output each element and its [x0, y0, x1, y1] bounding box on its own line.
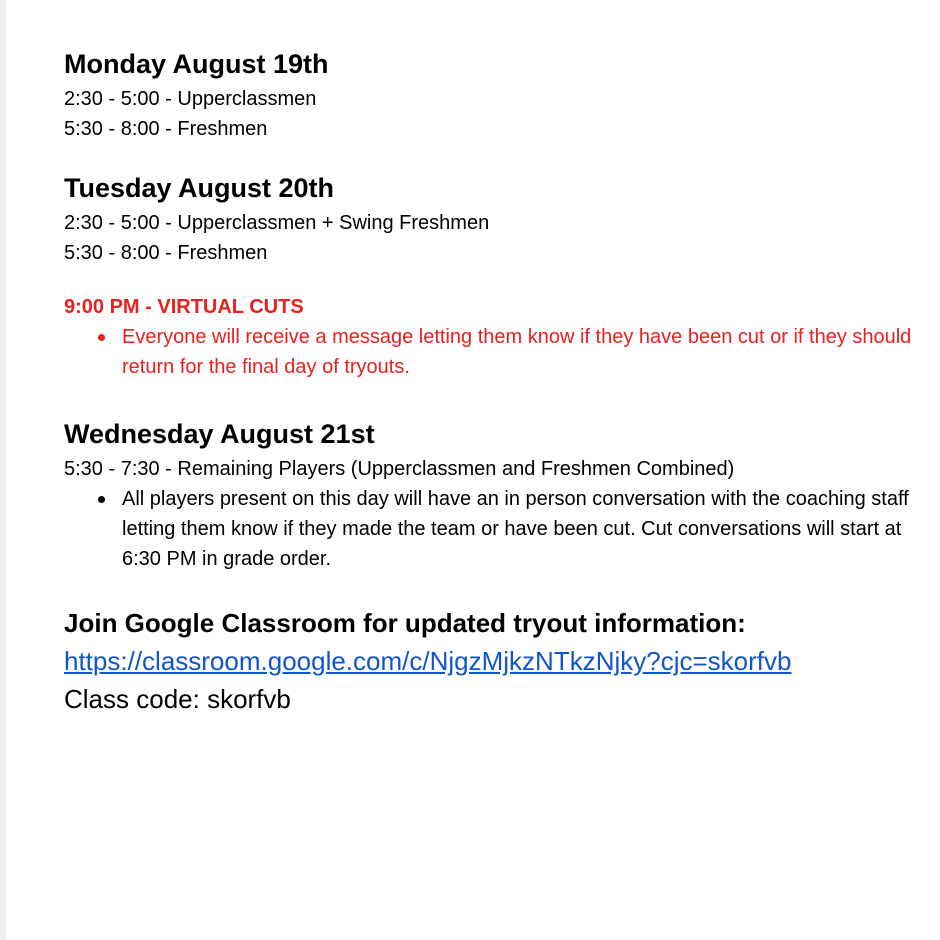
spacer	[64, 268, 924, 292]
document-page	[6, 0, 940, 940]
classroom-link[interactable]: https://classroom.google.com/c/NjgzMjkzNTkzNjky?cjc=skorfvb	[64, 646, 792, 676]
list-item	[64, 322, 924, 382]
tuesday-heading: Tuesday August 20th	[64, 173, 335, 203]
spacer	[64, 144, 924, 168]
virtual-cuts-note: Everyone will receive a message letting them know if they have been cut or if they should return for the final day of tryouts.	[122, 326, 912, 378]
list-item	[64, 484, 924, 574]
monday-heading: Monday August 19th	[64, 49, 329, 79]
document-body	[64, 44, 924, 718]
tuesday-session-2: 5:30 - 8:00 - Freshmen	[64, 242, 268, 264]
virtual-cuts-heading: 9:00 PM - VIRTUAL CUTS	[64, 296, 304, 318]
wednesday-note: All players present on this day will have an in person conversation with the coaching staff letting them know if they made the team or have been cut. Cut conversations will start at 6:30 PM in grade order.	[122, 488, 909, 570]
tuesday-session-1: 2:30 - 5:00 - Upperclassmen + Swing Freshmen	[64, 212, 490, 234]
virtual-cuts-list	[64, 322, 924, 382]
bullet-icon	[98, 334, 105, 341]
bullet-icon	[98, 496, 105, 503]
spacer	[64, 382, 924, 414]
spacer	[64, 574, 924, 604]
class-code: Class code: skorfvb	[64, 684, 291, 714]
monday-session-2: 5:30 - 8:00 - Freshmen	[64, 118, 268, 140]
wednesday-heading: Wednesday August 21st	[64, 419, 375, 449]
wednesday-list	[64, 484, 924, 574]
classroom-heading: Join Google Classroom for updated tryout information:	[64, 608, 746, 638]
monday-session-1: 2:30 - 5:00 - Upperclassmen	[64, 88, 317, 110]
wednesday-session: 5:30 - 7:30 - Remaining Players (Upperclassmen and Freshmen Combined)	[64, 458, 735, 480]
